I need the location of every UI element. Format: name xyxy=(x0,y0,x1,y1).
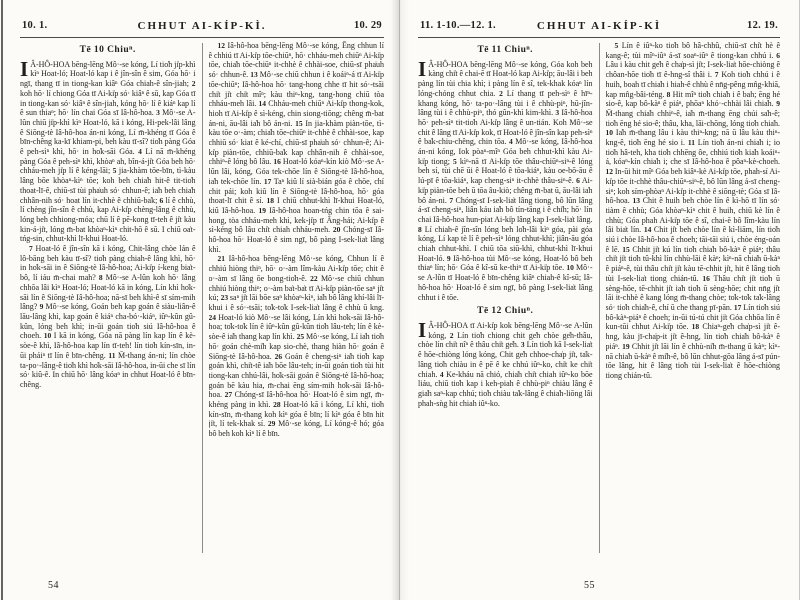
verse-paragraph: 21 Iâ-hô-hoa bēng-lēng Mô·-se kóng, Chhun lí ê chhiú hiòng thiⁿ, hō· o·-àm lîm-kàu Ai-ki̍p tōe; chit ê o·-àm sī lâng ōe bong-tio̍h-ê. 22 Mô·-se chiū chhun chhiú hiòng thiⁿ; o·-àm ba̍t-ba̍t tī Ai-ki̍p piàn-tōe saⁿ ji̍t kú; 23 saⁿ ji̍t lāi bōe saⁿ khòaⁿ-kìⁿ, ia̍h bô lâng khí-lâi lī-khui i ê só·-tsāi; to̍k-to̍k I-sek-lia̍t lâng ê chhù ū kng. 24 Hoat-ló kiò Mô·-se lâi kóng, Lín khì ho̍k-sāi Iâ-hô-hoa; to̍k-to̍k lín ê iûⁿ-kûn gû-kûn tio̍h lâu-teh; lín ê kè-sòe-ê ia̍h thang kap lín khì. 25 Mô·-se kóng, Lí ia̍h tio̍h hō· goán chè-mi̍h kap sio-chè, thang hiàn hō· goán ê Siōng-tè Iâ-hô-hoa. 26 Goán ê cheng-siⁿ ia̍h tio̍h kap goán khì, chi̍t-tê ia̍h bōe lâu-teh; in-ūi goán tio̍h tùi hit tiong-kan chhú-lâi, ho̍k-sāi goán ê Siōng-tè Iâ-hô-hoa; goán bē kàu hia, m̄-chai ēng sím-mih ho̍k-sāi Iâ-hô-hoa. 27 Chóng-sī Iâ-hô-hoa hō· Hoat-ló ê sim ngī, m̄-khéng pàng in khì. 28 Hoat-ló kā i kóng, Lí khì, tio̍h kín-sīn, m̄-thang koh kìⁿ góa ê bīn; lí kìⁿ góa ê bīn hit ji̍t, lí tek-khak sí. 29 Mô·-se kóng, Lí kóng-ê hó; góa bô beh koh kìⁿ lí ê bīn. xyxy=(208,254,384,439)
text-columns xyxy=(20,41,384,559)
header-rule xyxy=(20,37,384,38)
drop-cap: I xyxy=(418,317,427,342)
header-verse-range-right: 12. 19. xyxy=(747,20,778,31)
verse-paragraph: I Â-HÔ-HOA bēng-lēng Mô·-se kóng, Góa koh beh kàng chi̍t ê chai-ē tī Hoat-ló kap Ai-ki̍p; āu-lâi i beh pàng lín tùi chia khì; i pàng lín ê sî, tek-khak kóaⁿ lín lóng-chóng chhut chia. 2 Lí thang tī peh-sìⁿ ê hīⁿ-khang kóng, hō· ta-po·-lâng tùi i ê chhù-piⁿ, hū-jîn-lâng tùi i ê chhù-piⁿ, thó gûn-khì kim-khì. 3 Iâ-hô-hoa hō· peh-sìⁿ tit-tio̍h Ai-ki̍p lâng ê un-tián. Koh Mô·-se chit ê lâng tī Ai-ki̍p kok, tī Hoat-ló ê jîn-sîn kap peh-sìⁿ ê ba̍k-chiu-chêng, chin tōa. 4 Mô·-se kóng, Iâ-hô-hoa án-ni kóng, Iok pòaⁿ-mîⁿ Góa beh chhut-khì kàu Ai-ki̍p tiong; 5 kìⁿ-nā tī Ai-ki̍p tōe thâu-chiūⁿ-siⁿ-ê lóng beh sí, tùi chē ūi ê Hoat-ló ê tōa-kiáⁿ, kàu oe-bō-āu ê lú-pī ê tōa-kiáⁿ, kap cheng-siⁿ it-chhè thâu-siⁿ-ê. 6 Ai-ki̍p piàn-tōe beh ū tōa âu-kiò; chêng m̄-bat ū, āu-lâi ia̍h bô án-ni. 7 Chóng-sī I-sek-lia̍t lâng tiong, bô lūn lâng á-sī cheng-siⁿ, liân káu ia̍h bô tín-tāng i ê chi̍h; hō· lín chai Iâ-hô-hoa hun-piat Ai-ki̍p lâng kap I-sek-lia̍t lâng. 8 Lí chiah-ê jîn-sîn lóng beh lo̍h-lâi kìⁿ góa, pài góa kóng, Lí kap tè lí ê peh-sìⁿ lóng chhut-khì; jiân-āu góa chiah chhut-khì. I chiū tōa siū-khì, chhut-khì lī-khui Hoat-ló. 9 Iâ-hô-hoa tùi Mô·-se kóng, Hoat-ló bô beh thiaⁿ lín; hō· Góa ê kî-sū ke-thiⁿ tī Ai-ki̍p tōe. 10 Mô·-se A-lûn tī Hoat-ló ê bīn-chêng kiâⁿ chiah-ê kî-sū; Iâ-hô-hoa hō· Hoat-ló ê sim ngī, bô pàng I-sek-lia̍t lâng chhut i ê tōe. xyxy=(418,56,593,302)
text-column-2 xyxy=(606,41,781,559)
verse-paragraph: 7 Hoat-ló ê jîn-sîn kā i kóng, Chit-lâng chòe lán ê lô-bāng beh kàu tī-sî? tio̍h pàng chiah-ê lâng khì, hō· in ho̍k-sāi in ê Siōng-tè Iâ-hô-hoa; Ai-ki̍p í-keng bia̍t-bô, lí iáu m̄-chai mah? 8 Mô·-se A-lûn koh hō· lâng chhōa lâi kìⁿ Hoat-ló; Hoat-ló kā in kóng, Lín khì ho̍k-sāi lín ê Siōng-tè Iâ-hô-hoa; nā-sī beh khì-ê sī sím-mih lâng? 9 Mô·-se kóng, Goán beh kap goán ê siàu-liân-ê lāu-lâng khì, kap goán ê kiáⁿ cha-bó·-kiáⁿ, iûⁿ-kûn gû-kûn, lóng beh khì; in-ūi goán tio̍h siú Iâ-hô-hoa ê choeh. 10 I kā in kóng, Góa nā pàng lín kap lín ê kè-sòe-ê khì, Iâ-hô-hoa kap lín tī-teh! lín tio̍h kín-sīn, in-ūi pháiⁿ tī lín ê bīn-chêng. 11 M̄-thang án-ni; lín chòe ta-po·-lâng-ê tio̍h khì ho̍k-sāi Iâ-hô-hoa, in-ūi che sī lín só· kiû-ê. In chiū hō· lâng kóaⁿ in chhut Hoat-ló ê bīn-chêng. xyxy=(20,244,196,389)
header-verse-range-left: 10. 1. xyxy=(22,20,48,31)
chapter-heading: Tē 12 Chiuⁿ. xyxy=(477,306,534,317)
verse-paragraph: I Â-HÔ-HOA bēng-lēng Mô·-se kóng, Lí tio̍h ji̍p-khì kìⁿ Hoat-ló; Hoat-ló kap i ê jîn-sîn ê sim, Góa hō· i ngī, thang tī in tiong-kan kiâⁿ Góa chiah-ê sîn-jiah; 2 koh hō· lí chiong Góa tī Ai-ki̍p só· kiâⁿ ê sū, kap Góa tī in tiong-kan só· kiâⁿ ê sîn-jiah, kóng hō· lí ê kiáⁿ kap lí ê sun thiaⁿ; hō· lín chai Góa sī Iâ-hô-hoa. 3 Mô·-se A-lûn chiū ji̍p-khì kìⁿ Hoat-ló, kā i kóng, Hi-pek-lâi lâng ê Siōng-tè Iâ-hô-hoa án-ni kóng, Lí m̄-khéng tī Góa ê bīn-chêng ka-kī khiam-pi, beh kàu tī-sî? tio̍h pàng Góa ê peh-sìⁿ khì, hō· in ho̍k-sāi Góa. 4 Lí nā m̄-khéng pàng Góa ê peh-sìⁿ khì, khòaⁿ ah, bîn-á-ji̍t Góa beh hō· chháu-meh ji̍p lí ê kéng-lāi; 5 jia-khàm tōe-bīn, tì-kàu lâng bōe khòaⁿ-kìⁿ tōe; koh beh chia̍h hit-ê tit-tio̍h thoat-lī-ê, chiū-sī tùi pha̍uh só· chhun-ê; ia̍h beh chia̍h chhân-nih só· hoat lín it-chhè ê chhiū-ba̍k; 6 lí ê chhù, lí chèng jîn-sîn ê chhù, kap Ai-ki̍p chèng-lâng ê chhù, lóng beh chhiong-móa; chū lí ê pē-kong tī-teh ê ji̍t kàu kin-á-ji̍t, lóng m̄-bat khòaⁿ-kìⁿ chit-hō ê sū. I chiū oa̍t-tńg-sin, chhut-khì lī-khui Hoat-ló. xyxy=(20,56,196,244)
verse-paragraph: 5 Lín ê iûⁿ-ko tio̍h bô hâ-chhû, chiū-sī chi̍t hè ê kang-ê; tùi mîⁿ-iûⁿ á-sī soaⁿ-iûⁿ ê tiong-kan chhú i. 6 Lâu i kàu chit ge̍h ê cha̍p-sì ji̍t; I-sek-lia̍t hōe-chiòng ê chôan-hōe tio̍h tī ê-hng-sî thâi i. 7 Koh tio̍h chhú i ê huih, boah tī chia̍h i hiah-ê chhù ê nn̄g-pêng mn̂g-khiā, kap mn̂g-bâi-téng. 8 Hit mîⁿ tio̍h chia̍h i ê bah; ēng hé sio-ê, kap bô-kàⁿ ê piáⁿ, phōaⁿ khó·-chhài lâi chia̍h. 9 M̄-thang chia̍h chhiⁿ-ê, ia̍h m̄-thang ēng chúi sa̍h-ê; tio̍h ēng hé sio-ê; thâu, kha, lāi-chōng, lóng tio̍h chia̍h. 10 Ia̍h m̄-thang lâu i kàu thiⁿ-kng; nā ū lâu kàu thiⁿ-kng-ê, tio̍h ēng hé sio i. 11 Lín tio̍h án-ni chia̍h i; io tio̍h hâ-teh, kha tio̍h chhēng ôe, chhiú tio̍h kia̍h koáiⁿ-á, kóaⁿ-kín chia̍h i; che sī Iâ-hô-hoa ê pôaⁿ-kè-choeh. 12 In-ūi hit mîⁿ Góa beh kiâⁿ-kè Ai-ki̍p tōe, phah-sí Ai-ki̍p tōe it-chhè thâu-chiūⁿ-siⁿ-ê, bô lūn lâng á-sī cheng-siⁿ; koh sím-phòaⁿ Ai-ki̍p it-chhè ê siōng-tè; Góa sī Iâ-hô-hoa. 13 Chit ê huih beh chòe lín ê kì-hō tī lín só· tiàm ê chhù; Góa khòaⁿ-kìⁿ chit ê huih, chiū kè lín ê chhù; Góa phah Ai-ki̍p tōe ê sî, chai-ē bô lîm-kàu lín lâi bia̍t lín. 14 Chit ji̍t beh chòe lín ê kì-liām, lín tio̍h siú i chòe Iâ-hô-hoa ê choeh; tāi-tāi siú i, chòe éng-oán ê lē. 15 Chhit ji̍t kú lín tio̍h chia̍h bô-kàⁿ ê piáⁿ; thâu chi̍t ji̍t tio̍h tû-khì lín chhù-lāi ê kàⁿ; kìⁿ-nā chia̍h ū-kàⁿ ê piáⁿ-ê, tùi thâu chi̍t ji̍t kàu tē-chhit ji̍t, hit ê lâng tio̍h tùi I-sek-lia̍t tiong chián-tû. 16 Thâu chi̍t ji̍t tio̍h ū sèng-hōe, tē-chhit ji̍t ia̍h tio̍h ū sèng-hōe; chit nn̄g ji̍t lāi it-chhè ê kang lóng m̄-thang chòe; to̍k-to̍k ta̍k-lâng só· tio̍h chia̍h-ê, chí ū che thang pī-pān. 17 Lín tio̍h siú bô-kàⁿ-piáⁿ ê choeh; in-ūi tú-tú chit ji̍t Góa chhōa lín ê kun-tūi chhut Ai-ki̍p tōe. 18 Chiaⁿ-ge̍h cha̍p-sì ji̍t ê-hng, kàu jī-cha̍p-it ji̍t ê-hng, lín tio̍h chia̍h bô-kàⁿ ê piáⁿ. 19 Chhit ji̍t lāi lín ê chhù-ni̍h m̄-thang ū kàⁿ; kìⁿ-nā chia̍h ū-kàⁿ ê mi̍h-ê, bô lūn chhut-gōa lâng á-sī pún-tōe lâng, hit ê lâng tio̍h tùi I-sek-lia̍t ê hōe-chiòng tiong chián-tû. xyxy=(605,41,780,380)
page-header-left xyxy=(20,20,384,35)
text-column-1 xyxy=(20,41,196,559)
book-title-right: CHHUT AI-KÍP-KÌ xyxy=(536,20,662,32)
chapter-heading: Tē 10 Chiuⁿ. xyxy=(79,45,136,55)
text-column-1 xyxy=(418,41,593,559)
header-verse-range-left: 11. 1-10.—12. 1. xyxy=(420,20,496,31)
drop-cap: I xyxy=(418,56,427,81)
book-title-left: CHHUT AI-KÍP-KÌ. xyxy=(137,20,267,32)
page-header-right xyxy=(418,20,780,35)
text-columns xyxy=(418,41,780,559)
chapter-heading: Tē 11 Chiuⁿ. xyxy=(477,45,534,55)
page-right xyxy=(400,0,800,600)
column-divider-rule xyxy=(202,43,203,553)
page-number: 55 xyxy=(584,580,595,591)
drop-cap: I xyxy=(20,56,29,81)
verse-paragraph: I Â-HÔ-HOA tī Ai-ki̍p kok bēng-lēng Mô·-se A-lûn kóng, 2 Lín tio̍h chiong chit ge̍h chòe ge̍h-thâu, chòe lín chi̍t nîⁿ ê thâu chi̍t ge̍h. 3 Lín tio̍h kā I-sek-lia̍t ê hōe-chiòng lóng kóng, Chit ge̍h chhoe-cha̍p ji̍t, ta̍k-lâng tio̍h chiàu in ê pē ê ke chhú iûⁿ-ko, chi̍t ke chi̍t chiah. 4 Ke-kháu nā chió, chia̍h chi̍t chiah iûⁿ-ko bōe liáu, chiū tio̍h kap i keh-piah ê chhù-piⁿ chiàu lâng ê gia̍h saⁿ-kap chhú; tio̍h chiàu ta̍k-lâng ê chia̍h-liōng lâi phah-sǹg hit chiah iûⁿ-ko. xyxy=(418,317,593,408)
column-divider-rule xyxy=(599,43,600,553)
header-verse-range-right: 10. 29 xyxy=(353,20,382,31)
verse-paragraph: 12 Iâ-hô-hoa bēng-lēng Mô·-se kóng, Êng chhun lí ê chhiú tī Ai-ki̍p tōe-chiūⁿ, hō· chháu-meh chiūⁿ Ai-ki̍p tōe, chia̍h tōe-chiūⁿ it-chhè ê chhài-soe, chiū-sī pha̍uh só· chhun-ê. 13 Mô·-se chiū chhun i ê koáiⁿ-á tī Ai-ki̍p tōe-chiūⁿ; Iâ-hô-hoa hō· tang-hong chhe tī hit só·-tsāi chi̍t ji̍t chi̍t mîⁿ; kàu thiⁿ-kng, tang-hong chiū tòa chháu-meh lâi. 14 Chháu-meh chiūⁿ Ai-ki̍p thong-kok, hioh tī Ai-ki̍p ê sì-kéng, chin siong-tiōng; chêng m̄-bat án-ni, āu-lâi ia̍h bô án-ni. 15 In jia-khàm piàn-tōe, tì-kàu tōe o·-àm; chia̍h tōe-chiūⁿ it-chhè ê chhài-soe, kap chhiū só· kiat ê ké-chí, chiū-sī pha̍uh só· chhun-ê; Ai-ki̍p piàn-tōe, chhiū-ba̍k kap chhân-nih ê chhài-soe, chhiⁿ-ê lóng bô lâu. 16 Hoat-ló kóaⁿ-kín kiò Mô·-se A-lûn lâi, kóng, Góa tek-chōe lín ê Siōng-tè Iâ-hô-hoa, ia̍h tek-chōe lín. 17 Taⁿ kiû lí sià-bián góa ê chōe, chí chit pái; koh kiû lín ê Siōng-tè Iâ-hô-hoa, hō· góa thoat-lī chit ê sí. 18 I chiū chhut-khì lī-khui Hoat-ló, kiû Iâ-hô-hoa. 19 Iâ-hô-hoa hoan-tńg chin tōa ê sai-hong, tòa chháu-meh khì, kek-ji̍p tī Âng-hái; Ai-ki̍p ê sì-kéng bô lâu chi̍t chiah chháu-meh. 20 Chóng-sī Iâ-hô-hoa hō· Hoat-ló ê sim ngī, bô pàng I-sek-lia̍t lâng khì. xyxy=(208,41,384,254)
page-number: 54 xyxy=(48,580,59,591)
text-column-2 xyxy=(209,41,385,559)
header-rule xyxy=(418,37,780,38)
